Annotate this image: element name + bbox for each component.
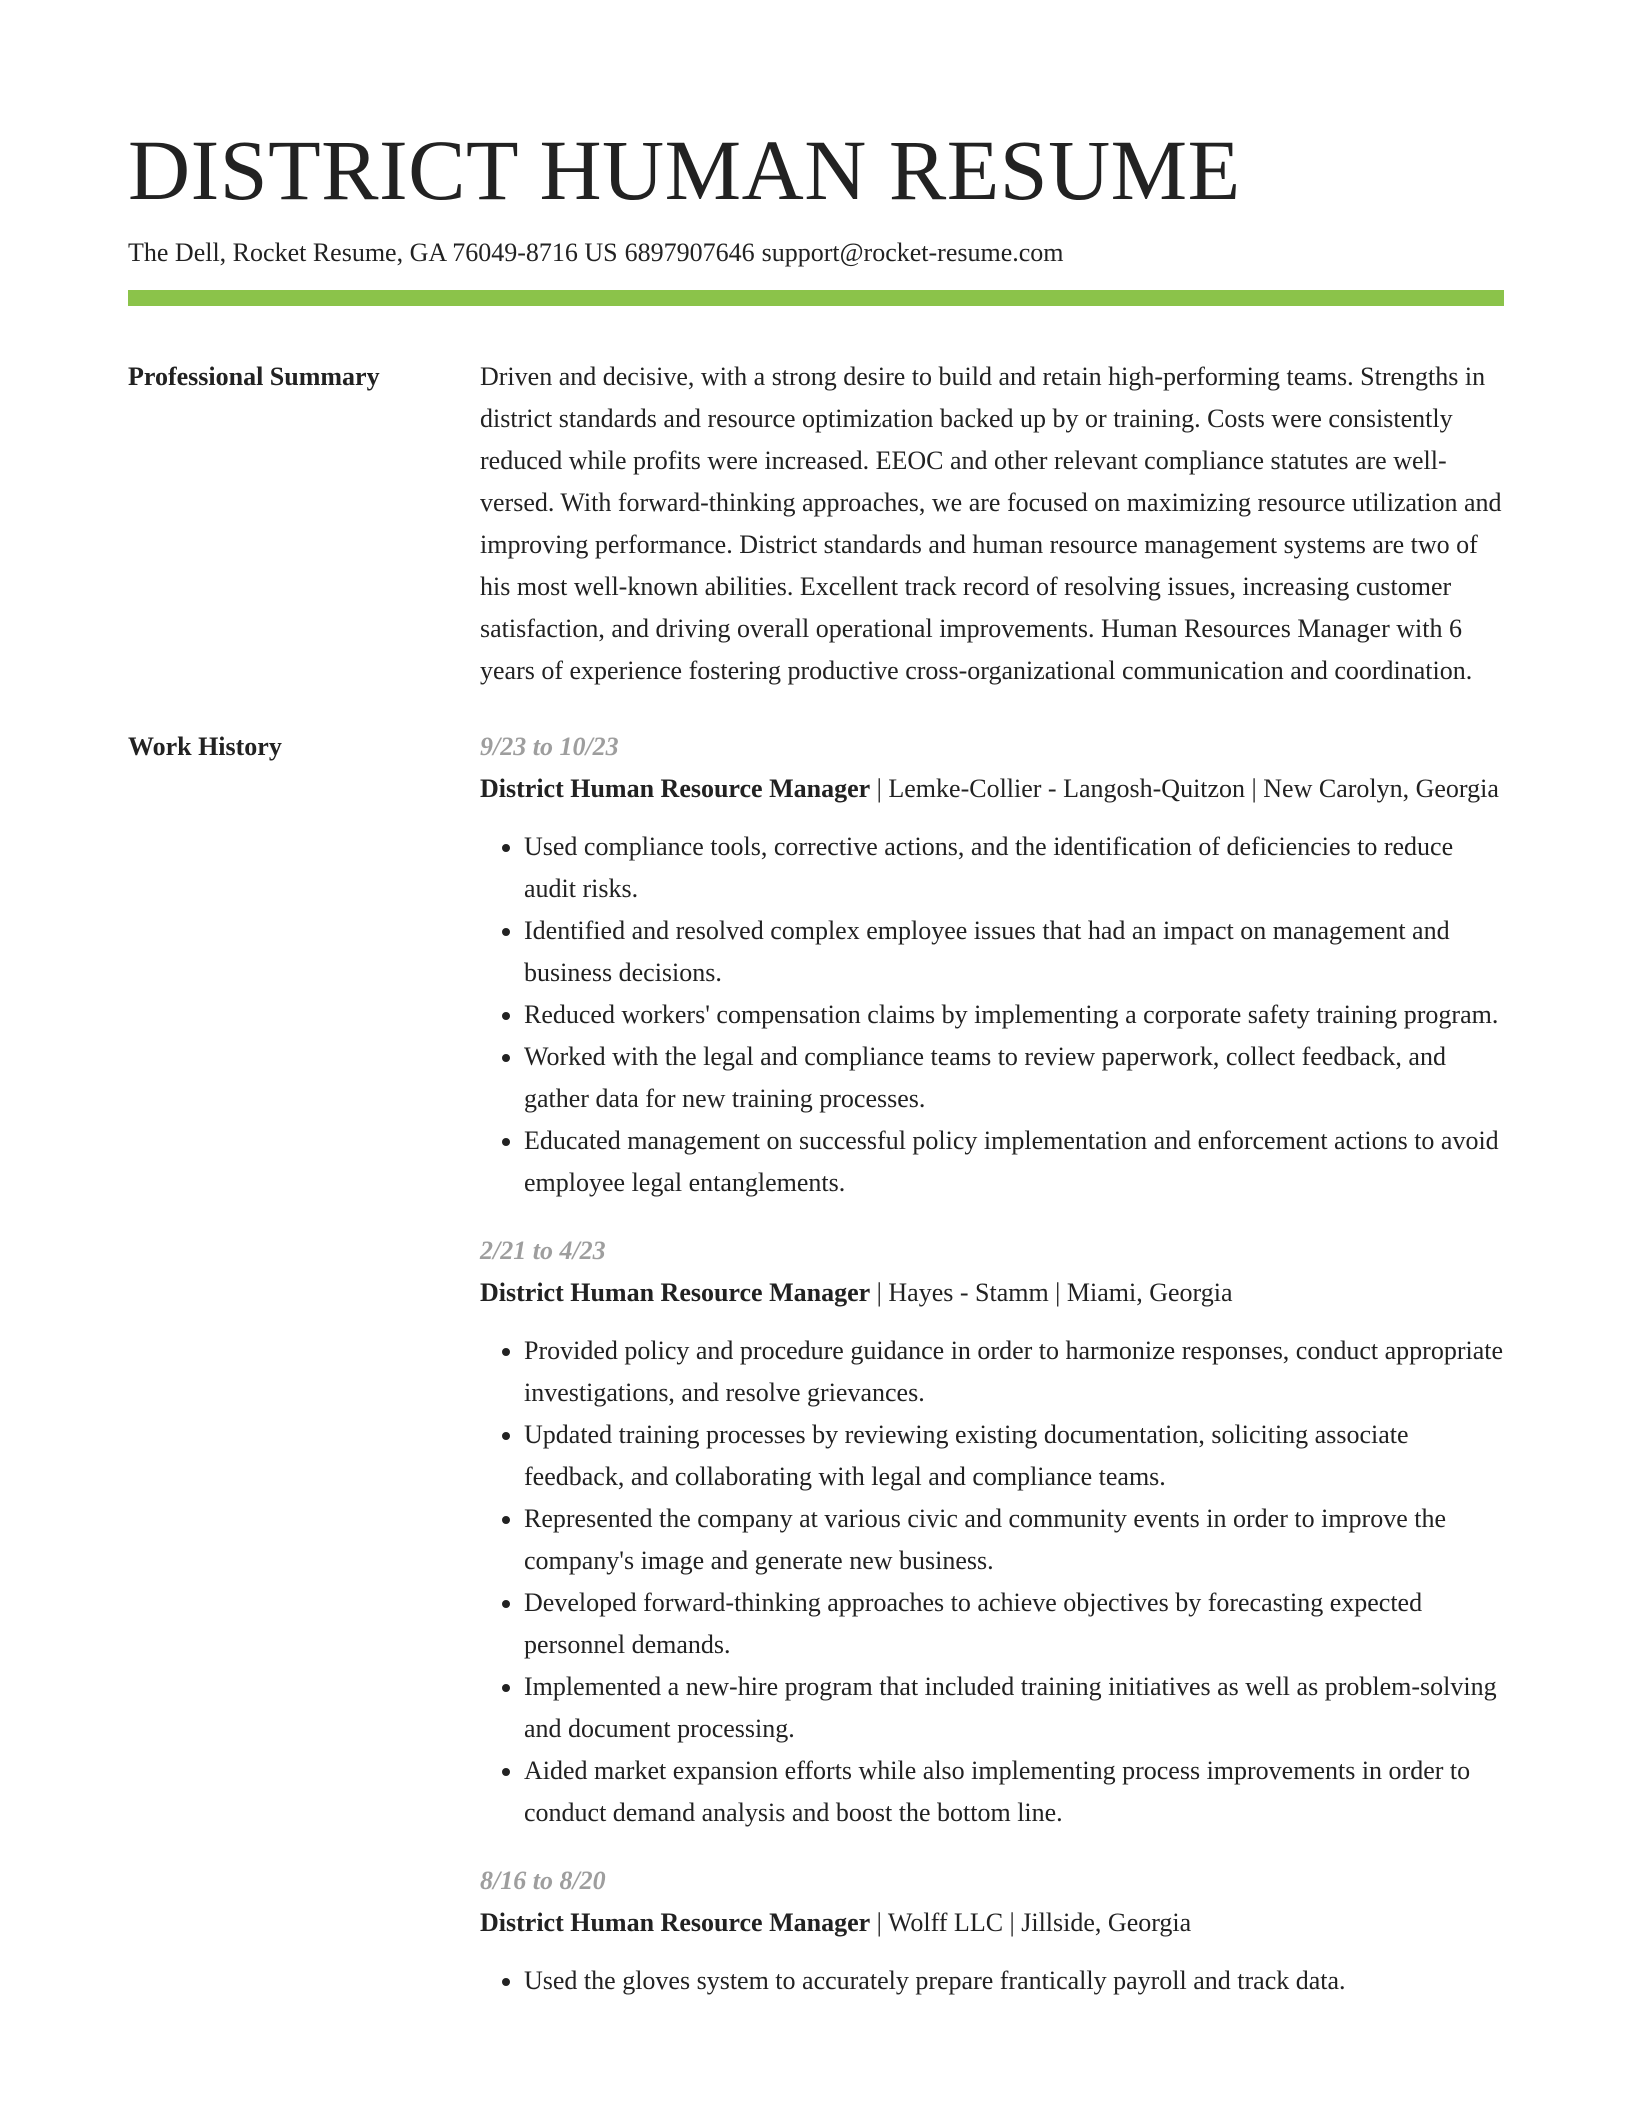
work-history-body	[480, 726, 1504, 2028]
work-history-heading: Work History	[128, 732, 282, 761]
resume-name: DISTRICT HUMAN RESUME	[128, 122, 1241, 218]
job-title: District Human Resource Manager	[480, 1278, 871, 1307]
summary-body	[480, 356, 1504, 692]
job-dates: 2/21 to 4/23	[480, 1236, 606, 1265]
job-bullets	[480, 826, 1504, 1204]
job-details: | Lemke-Collier - Langosh-Quitzon | New Carolyn, Georgia	[870, 774, 1499, 803]
job-bullet: • Worked with the legal and compliance teams to review paperwork, collect feedback, and gather data for new training processes.	[524, 1036, 1504, 1120]
summary-text: Driven and decisive, with a strong desire to build and retain high-performing teams. Strengths in district standards and resource optimization backed up by or training. Costs were consistently reduced while profits were increased. EEOC and other relevant compliance statutes are well-versed. With forward-thinking approaches, we are focused on maximizing resource utilization and improving performance. District standards and human resource management systems are two of his most well-known abilities. Excellent track record of resolving issues, increasing customer satisfaction, and driving overall operational improvements. Human Resources Manager with 6 years of experience fostering productive cross-organizational communication and coordination.	[480, 362, 1502, 685]
summary-section	[128, 356, 1504, 692]
job-bullet: • Aided market expansion efforts while also implementing process improvements in order to conduct demand analysis and boost the bottom line.	[524, 1750, 1504, 1834]
job-dates: 8/16 to 8/20	[480, 1866, 606, 1895]
work-history-section	[128, 726, 1504, 2028]
contact-address: The Dell, Rocket Resume, GA 76049-8716 US	[128, 238, 618, 267]
job-entry	[480, 1230, 1504, 1834]
job-entry	[480, 726, 1504, 1204]
contact-line	[128, 236, 1504, 270]
contact-email: support@rocket-resume.com	[761, 238, 1064, 267]
job-bullet: • Updated training processes by reviewing existing documentation, soliciting associate feedback, and collaborating with legal and compliance teams.	[524, 1414, 1504, 1498]
job-heading	[480, 1902, 1504, 1944]
job-entry	[480, 1860, 1504, 2002]
job-dates: 9/23 to 10/23	[480, 732, 619, 761]
job-bullet: • Identified and resolved complex employee issues that had an impact on management and business decisions.	[524, 910, 1504, 994]
job-title: District Human Resource Manager	[480, 1908, 871, 1937]
job-bullet: • Used the gloves system to accurately prepare frantically payroll and track data.	[524, 1960, 1504, 2002]
job-bullet: • Educated management on successful policy implementation and enforcement actions to avoid employee legal entanglements.	[524, 1120, 1504, 1204]
job-details: | Hayes - Stamm | Miami, Georgia	[870, 1278, 1233, 1307]
job-bullet: • Provided policy and procedure guidance in order to harmonize responses, conduct appropriate investigations, and resolve grievances.	[524, 1330, 1504, 1414]
job-title: District Human Resource Manager	[480, 774, 871, 803]
job-details: | Wolff LLC | Jillside, Georgia	[870, 1908, 1192, 1937]
header-divider	[128, 290, 1504, 306]
job-heading	[480, 768, 1504, 810]
job-bullet: • Represented the company at various civic and community events in order to improve the company's image and generate new business.	[524, 1498, 1504, 1582]
summary-heading: Professional Summary	[128, 362, 380, 391]
job-bullets	[480, 1960, 1504, 2002]
resume-page	[128, 0, 1504, 2028]
job-bullets	[480, 1330, 1504, 1834]
job-bullet: • Used compliance tools, corrective actions, and the identification of deficiencies to reduce audit risks.	[524, 826, 1504, 910]
contact-phone: 6897907646	[624, 238, 755, 267]
job-bullet: • Implemented a new-hire program that included training initiatives as well as problem-solving and document processing.	[524, 1666, 1504, 1750]
job-bullet: • Developed forward-thinking approaches to achieve objectives by forecasting expected personnel demands.	[524, 1582, 1504, 1666]
job-heading	[480, 1272, 1504, 1314]
job-bullet: • Reduced workers' compensation claims by implementing a corporate safety training program.	[524, 994, 1504, 1036]
